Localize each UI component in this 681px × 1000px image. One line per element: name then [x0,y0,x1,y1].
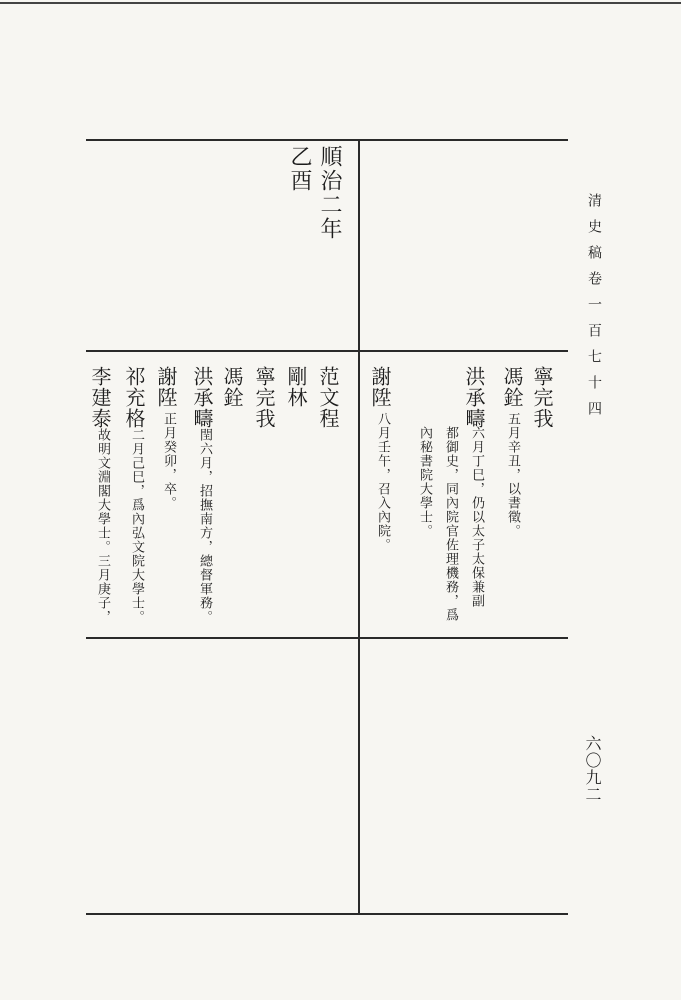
table-top-rule [86,139,568,141]
appointment-note: 閏六月，招撫南方，總督軍務。 [197,428,212,624]
official-name: 謝陞 [154,366,178,408]
official-name: 范文程 [316,366,340,429]
appointment-note: 八月壬午，召入內院。 [375,412,390,552]
official-name: 馮銓 [500,366,524,408]
appointment-note: 都御史，同內院官佐理機務，爲 [443,426,458,622]
official-name: 馮銓 [220,366,244,408]
page-number: 六〇九二 [583,735,602,803]
table-lower-rule [86,637,568,639]
appointment-note: 正月癸卯，卒。 [161,412,176,510]
official-name: 祁充格 [122,366,146,429]
appointment-note: 內秘書院大學士。 [417,426,432,538]
official-name: 洪承疇 [190,366,214,429]
table-mid-rule [86,350,568,352]
cyclical-year-header: 乙酉 [287,145,312,193]
appointment-note: 二月己巳，爲內弘文院大學士。 [129,428,144,624]
appointment-note: 五月辛丑，以書徵。 [505,412,520,538]
official-name: 剛林 [284,366,308,408]
official-name: 李建泰 [88,366,112,429]
page-top-edge [0,2,681,4]
appointment-note: 六月丁巳，仍以太子太保兼副 [469,426,484,608]
official-name: 寧完我 [530,366,554,429]
table-bottom-rule [86,913,568,915]
running-head: 清史稿卷一百七十四 [586,193,602,427]
table-column-divider [358,139,360,915]
official-name: 洪承疇 [462,366,486,429]
reign-year-header: 順治二年 [317,145,342,241]
appointment-note: 故明文淵閣大學士。三月庚子， [95,428,110,624]
official-name: 寧完我 [252,366,276,429]
official-name: 謝陞 [368,366,392,408]
